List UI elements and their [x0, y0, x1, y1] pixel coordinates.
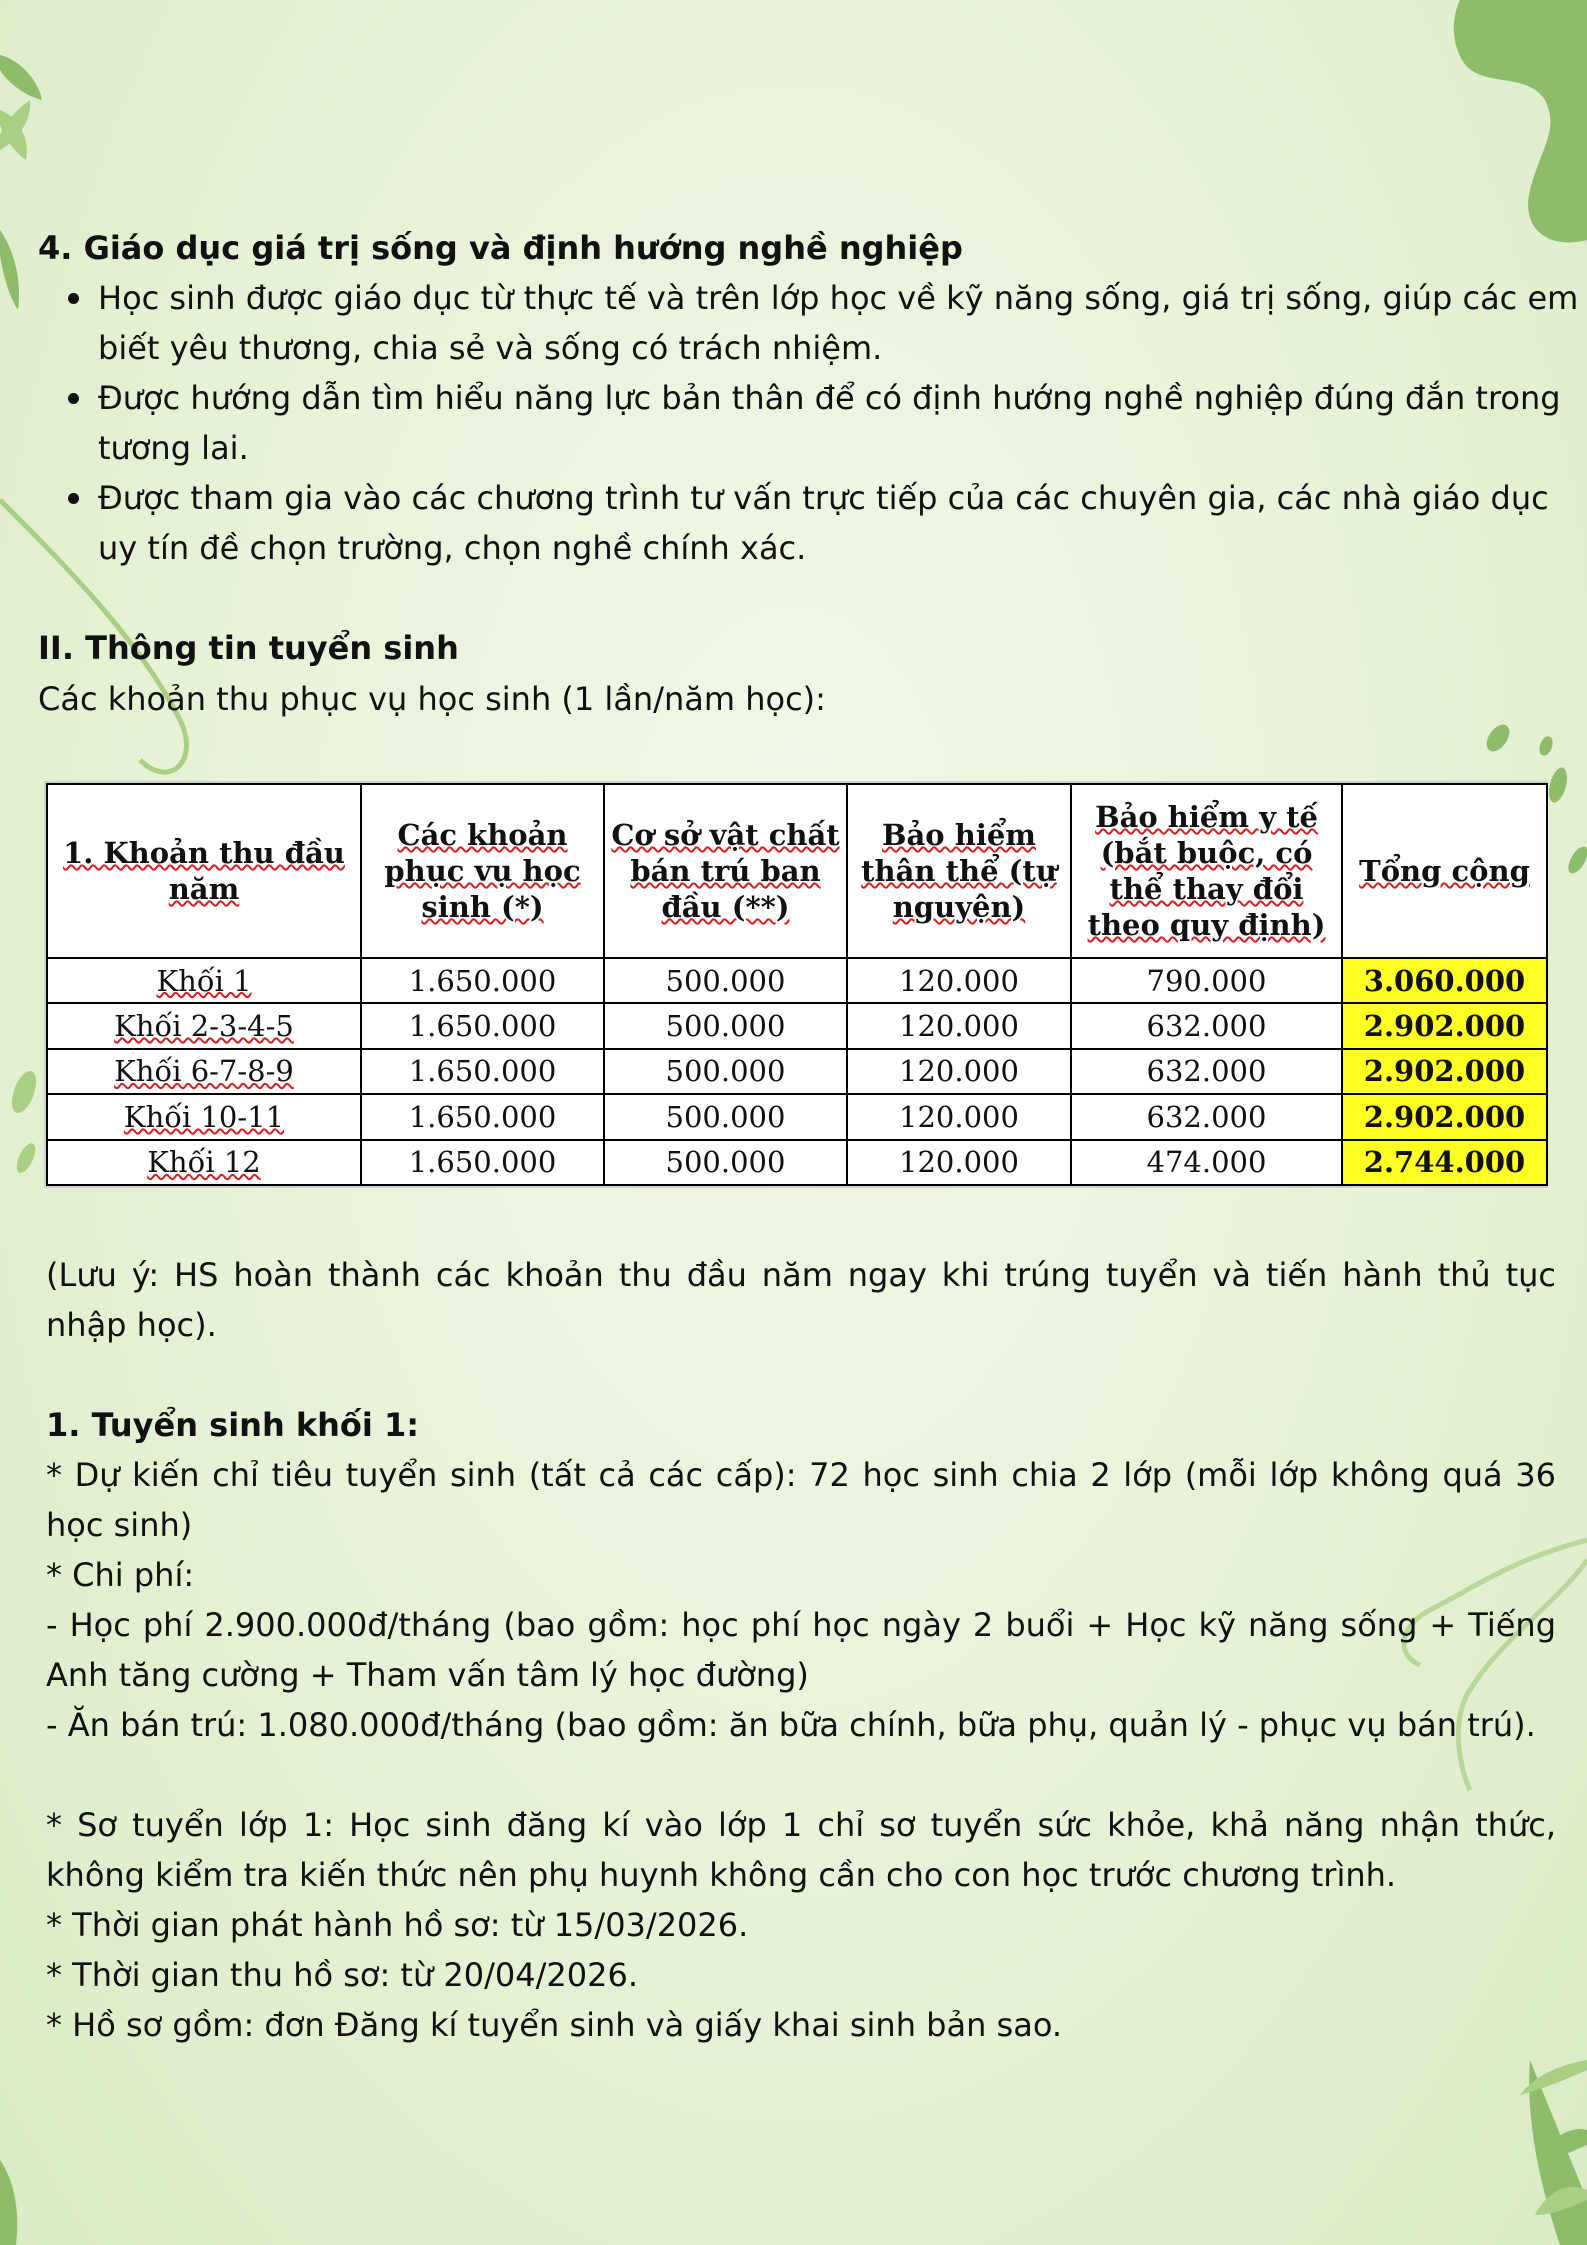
value-cell: 1.650.000	[361, 1003, 604, 1048]
value-cell: 1.650.000	[361, 1049, 604, 1094]
grade1-documents: * Hồ sơ gồm: đơn Đăng kí tuyển sinh và giấy khai sinh bản sao.	[46, 2006, 1062, 2044]
total-cell: 2.902.000	[1342, 1003, 1547, 1048]
header-cell: 1. Khoản thu đầu năm	[47, 784, 361, 958]
table-row	[47, 1094, 1547, 1139]
section4-heading: 4. Giáo dục giá trị sống và định hướng nghề nghiệp	[38, 229, 963, 267]
grade1-quota: * Dự kiến chỉ tiêu tuyển sinh (tất cả các cấp): 72 học sinh chia 2 lớp (mỗi lớp không quá 36 học sinh)	[46, 1456, 1556, 1544]
bullet-item: Được tham gia vào các chương trình tư vấn trực tiếp của các chuyên gia, các nhà giáo dục uy tín đề chọn trường, chọn nghề chính xác.	[38, 473, 1583, 573]
admission-note: (Lưu ý: HS hoàn thành các khoản thu đầu năm ngay khi trúng tuyển và tiến hành thủ tục nhập học).	[46, 1256, 1556, 1344]
value-cell: 500.000	[604, 1003, 847, 1048]
value-cell: 500.000	[604, 1094, 847, 1139]
value-cell: 474.000	[1071, 1140, 1342, 1185]
fee-intro: Các khoản thu phục vụ học sinh (1 lần/năm học):	[38, 680, 826, 718]
value-cell: 120.000	[847, 1049, 1071, 1094]
value-cell: 632.000	[1071, 1049, 1342, 1094]
section4-bullet-list	[38, 273, 1583, 573]
grade1-cost-label: * Chi phí:	[46, 1556, 195, 1594]
fee-table-header-row	[47, 784, 1547, 958]
grade-cell: Khối 6-7-8-9	[47, 1049, 361, 1094]
value-cell: 790.000	[1071, 958, 1342, 1003]
grade-cell: Khối 10-11	[47, 1094, 361, 1139]
grade1-heading: 1. Tuyển sinh khối 1:	[46, 1406, 420, 1444]
header-cell: Các khoản phục vụ học sinh (*)	[361, 784, 604, 958]
table-row	[47, 958, 1547, 1003]
value-cell: 1.650.000	[361, 1140, 604, 1185]
header-cell: Bảo hiểm y tế (bắt buộc, có thể thay đổi theo quy định)	[1071, 784, 1342, 958]
grade-cell: Khối 2-3-4-5	[47, 1003, 361, 1048]
grade1-boarding: - Ăn bán trú: 1.080.000đ/tháng (bao gồm: ăn bữa chính, bữa phụ, quản lý - phục vụ bán trú).	[46, 1706, 1536, 1744]
total-cell: 2.902.000	[1342, 1094, 1547, 1139]
value-cell: 120.000	[847, 1003, 1071, 1048]
header-cell: Cơ sở vật chất bán trú ban đầu (**)	[604, 784, 847, 958]
grade1-screening: * Sơ tuyển lớp 1: Học sinh đăng kí vào lớp 1 chỉ sơ tuyển sức khỏe, khả năng nhận thức, không kiểm tra kiến thức nên phụ huynh không cần cho con học trước chương trình.	[46, 1806, 1556, 1894]
header-cell: Tổng cộng	[1342, 784, 1547, 958]
table-row	[47, 1140, 1547, 1185]
grade1-tuition: - Học phí 2.900.000đ/tháng (bao gồm: học phí học ngày 2 buổi + Học kỹ năng sống + Tiếng Anh tăng cường + Tham vấn tâm lý học đường)	[46, 1606, 1556, 1694]
value-cell: 1.650.000	[361, 1094, 604, 1139]
value-cell: 632.000	[1071, 1094, 1342, 1139]
value-cell: 120.000	[847, 958, 1071, 1003]
grade1-collect-date: * Thời gian thu hồ sơ: từ 20/04/2026.	[46, 1956, 639, 1994]
grade-cell: Khối 1	[47, 958, 361, 1003]
value-cell: 500.000	[604, 1049, 847, 1094]
fee-table-image	[44, 781, 1548, 1188]
total-cell: 2.902.000	[1342, 1049, 1547, 1094]
value-cell: 632.000	[1071, 1003, 1342, 1048]
fee-table	[46, 783, 1548, 1186]
total-cell: 3.060.000	[1342, 958, 1547, 1003]
value-cell: 500.000	[604, 958, 847, 1003]
value-cell: 1.650.000	[361, 958, 604, 1003]
table-row	[47, 1049, 1547, 1094]
table-row	[47, 1003, 1547, 1048]
bullet-item: Được hướng dẫn tìm hiểu năng lực bản thân để có định hướng nghề nghiệp đúng đắn trong tương lai.	[38, 373, 1583, 473]
bullet-item: Học sinh được giáo dục từ thực tế và trên lớp học về kỹ năng sống, giá trị sống, giúp các em biết yêu thương, chia sẻ và sống có trách nhiệm.	[38, 273, 1583, 373]
value-cell: 120.000	[847, 1140, 1071, 1185]
header-cell: Bảo hiểm thân thể (tự nguyện)	[847, 784, 1071, 958]
section2-heading: II. Thông tin tuyển sinh	[38, 629, 459, 667]
grade1-release-date: * Thời gian phát hành hồ sơ: từ 15/03/2026.	[46, 1906, 749, 1944]
grade-cell: Khối 12	[47, 1140, 361, 1185]
total-cell: 2.744.000	[1342, 1140, 1547, 1185]
value-cell: 120.000	[847, 1094, 1071, 1139]
value-cell: 500.000	[604, 1140, 847, 1185]
